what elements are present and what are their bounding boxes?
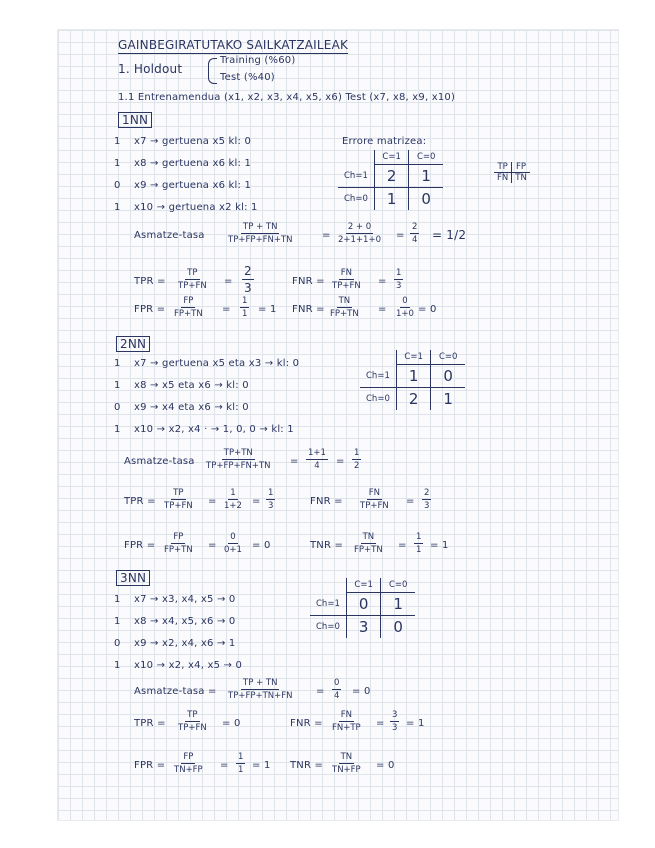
nn1-row-mark: 0	[114, 180, 121, 191]
matrix-row-header: Ch=1	[310, 593, 346, 616]
nn2-accuracy-formula: $\frac{TP+TN}{TP+FP+FN+TN}$	[206, 448, 271, 471]
section-2nn-label: 2NN	[116, 336, 150, 352]
nn1-accuracy-label: Asmatze-tasa	[134, 230, 205, 241]
nn3-row-mark: 1	[114, 594, 121, 605]
split-description: 1.1 Entrenamendua (x1, x2, x3, x4, x5, x6) Test (x7, x8, x9, x10)	[118, 92, 456, 103]
nn2-fnr-value: $\frac{2}{3}$	[424, 488, 430, 511]
nn3-row-mark: 1	[114, 660, 121, 671]
nn2-fnr-formula: $\frac{FN}{TP+FN}$	[360, 488, 389, 511]
nn3-row: x7 → x3, x4, x5 → 0	[134, 594, 236, 605]
nn1-row-mark: 1	[114, 136, 121, 147]
nn3-fnr-label: FNR =	[290, 718, 323, 729]
matrix-col-header: C=0	[381, 578, 415, 593]
matrix-tp: 2	[374, 165, 409, 188]
matrix-col-header: C=0	[431, 350, 465, 365]
matrix-row-header: Ch=0	[316, 622, 340, 632]
nn2-row-mark: 1	[114, 358, 121, 369]
nn2-row-mark: 1	[114, 424, 121, 435]
matrix-col-header: C=1	[374, 150, 409, 165]
nn3-fpr-formula: $\frac{FP}{TN+FP}$	[174, 752, 203, 775]
matrix-col-header: C=0	[409, 150, 443, 165]
matrix-col-header: C=1	[396, 350, 431, 365]
matrix-fp: 1	[381, 593, 415, 616]
nn3-fpr-label: FPR =	[134, 760, 166, 771]
nn3-row-mark: 1	[114, 616, 121, 627]
matrix-row-header: Ch=0	[366, 394, 390, 404]
legend-tn: TN	[515, 173, 527, 183]
nn3-tpr-formula: $\frac{TP}{TP+FN}$	[178, 710, 207, 733]
matrix-row-header: Ch=1	[338, 165, 374, 188]
nn2-accuracy-values: $\frac{1+1}{4}$	[308, 448, 326, 471]
nn3-accuracy-result: = 0	[352, 686, 371, 697]
nn3-accuracy-value: $\frac{0}{4}$	[334, 678, 340, 701]
nn3-fnr-result: = 1	[406, 718, 425, 729]
nn1-tpr-value: $\frac{2}{3}$	[244, 264, 252, 295]
nn3-fnr-formula: $\frac{FN}{FN+TP}$	[332, 710, 361, 733]
holdout-label: 1. Holdout	[118, 62, 183, 76]
legend-tp: TP	[494, 162, 512, 173]
holdout-training: Training (%60)	[220, 55, 296, 66]
nn1-tnr-label: FNR =	[292, 304, 325, 315]
nn2-row-mark: 0	[114, 402, 121, 413]
nn2-tpr-formula: $\frac{TP}{TP+FN}$	[164, 488, 193, 511]
nn1-tnr-formula: $\frac{TN}{FP+TN}$	[330, 296, 359, 319]
nn3-fnr-value: $\frac{3}{3}$	[392, 710, 398, 733]
nn2-tpr-value: $\frac{1}{3}$	[268, 488, 274, 511]
nn1-fnr-value: $\frac{1}{3}$	[396, 268, 402, 291]
nn3-accuracy-formula: $\frac{TP + TN}{TP+FP+TN+FN}$	[228, 678, 293, 701]
nn3-row-mark: 0	[114, 638, 121, 649]
matrix-fn: 1	[374, 188, 409, 211]
nn1-fpr-formula: $\frac{FP}{FP+TN}$	[174, 296, 203, 319]
nn2-tnr-formula: $\frac{TN}{FP+TN}$	[354, 532, 383, 555]
nn2-fpr-result: = 0	[252, 540, 271, 551]
nn2-row: x7 → gertuena x5 eta x3 → kl: 0	[134, 358, 300, 369]
matrix-row-header: Ch=1	[360, 365, 396, 388]
nn2-row: x10 → x2, x4 · → 1, 0, 0 → kl: 1	[134, 424, 294, 435]
nn1-tpr-label: TPR =	[134, 276, 166, 287]
matrix-tn: 0	[409, 188, 443, 211]
nn1-accuracy-values: $\frac{2 + 0}{2+1+1+0}$	[338, 222, 381, 245]
nn1-fpr-result: = 1	[258, 304, 277, 315]
nn2-accuracy-label: Asmatze-tasa	[124, 456, 195, 467]
matrix-row-header: Ch=0	[344, 194, 368, 204]
nn2-confusion-matrix	[360, 350, 465, 410]
nn1-fnr-label: FNR =	[292, 276, 325, 287]
legend-fp: FP	[512, 162, 530, 173]
matrix-fn: 3	[346, 616, 381, 639]
matrix-fp: 0	[431, 365, 465, 388]
nn2-tpr-values: $\frac{1}{1+2}$	[224, 488, 242, 511]
nn1-row: x10 → gertuena x2 kl: 1	[134, 202, 258, 213]
matrix-legend	[494, 162, 530, 183]
legend-fn: FN	[494, 173, 512, 184]
nn1-tnr-result: = 0	[418, 304, 437, 315]
nn3-tnr-label: TNR =	[290, 760, 324, 771]
nn2-row: x9 → x4 eta x6 → kl: 0	[134, 402, 249, 413]
nn3-tpr-label: TPR =	[134, 718, 166, 729]
nn1-row: x8 → gertuena x6 kl: 1	[134, 158, 252, 169]
nn1-fpr-label: FPR =	[134, 304, 166, 315]
nn2-row-mark: 1	[114, 380, 121, 391]
nn2-fpr-value: $\frac{0}{0+1}$	[224, 532, 242, 555]
nn1-fpr-value: $\frac{1}{1}$	[242, 296, 248, 319]
matrix-col-header: C=1	[346, 578, 381, 593]
nn1-accuracy-reduced: $\frac{2}{4}$	[412, 222, 418, 245]
nn3-tnr-result: = 0	[376, 760, 395, 771]
nn3-tpr-result: = 0	[222, 718, 241, 729]
nn1-fnr-formula: $\frac{FN}{TP+FN}$	[332, 268, 361, 291]
section-1nn-label: 1NN	[118, 112, 152, 128]
nn1-tnr-value: $\frac{0}{1+0}$	[396, 296, 414, 319]
nn3-fpr-result: = 1	[252, 760, 271, 771]
nn2-fpr-formula: $\frac{FP}{FP+TN}$	[164, 532, 193, 555]
matrix-tn: 1	[431, 388, 465, 411]
nn2-tpr-label: TPR =	[124, 496, 156, 507]
holdout-brace	[208, 58, 217, 84]
matrix-fp: 1	[409, 165, 443, 188]
nn3-confusion-matrix	[310, 578, 415, 638]
nn3-row: x9 → x2, x4, x6 → 1	[134, 638, 236, 649]
nn2-fpr-label: FPR =	[124, 540, 156, 551]
nn2-accuracy-reduced: $\frac{1}{2}$	[354, 448, 360, 471]
page-title: GAINBEGIRATUTAKO SAILKATZAILEAK	[118, 38, 349, 52]
nn3-tnr-formula: $\frac{TN}{TN+FP}$	[332, 752, 361, 775]
nn1-accuracy-result: = 1/2	[432, 228, 467, 242]
nn3-accuracy-label: Asmatze-tasa =	[134, 686, 217, 697]
nn2-tnr-result: = 1	[430, 540, 449, 551]
nn3-fpr-value: $\frac{1}{1}$	[238, 752, 244, 775]
nn3-row: x10 → x2, x4, x5 → 0	[134, 660, 243, 671]
matrix-tn: 0	[381, 616, 415, 639]
nn1-row: x9 → gertuena x6 kl: 1	[134, 180, 252, 191]
nn1-confusion-matrix	[338, 150, 443, 210]
matrix-tp: 1	[396, 365, 431, 388]
nn2-tnr-value: $\frac{1}{1}$	[416, 532, 422, 555]
holdout-test: Test (%40)	[220, 72, 275, 83]
matrix-tp: 0	[346, 593, 381, 616]
error-matrix-title: Errore matrizea:	[342, 136, 427, 147]
nn3-row: x8 → x4, x5, x6 → 0	[134, 616, 236, 627]
nn1-row-mark: 1	[114, 158, 121, 169]
nn2-row: x8 → x5 eta x6 → kl: 0	[134, 380, 249, 391]
nn2-tnr-label: TNR =	[310, 540, 344, 551]
matrix-fn: 2	[396, 388, 431, 411]
section-3nn-label: 3NN	[116, 570, 150, 586]
nn1-tpr-formula: $\frac{TP}{TP+FN}$	[178, 268, 207, 291]
nn1-row: x7 → gertuena x5 kl: 0	[134, 136, 252, 147]
nn2-fnr-label: FNR =	[310, 496, 343, 507]
nn1-row-mark: 1	[114, 202, 121, 213]
nn1-accuracy-formula: $\frac{TP + TN}{TP+FP+FN+TN}$	[228, 222, 293, 245]
